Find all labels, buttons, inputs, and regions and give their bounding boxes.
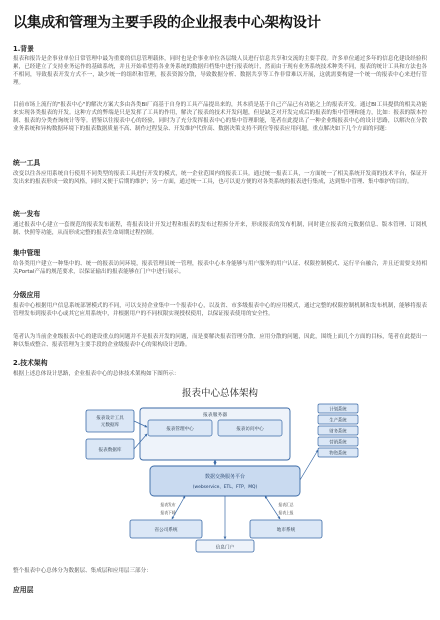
report-server-label: 报表服务器 [203, 413, 227, 418]
heading-unified-tool: 统一工具 [13, 159, 41, 167]
page-title: 以集成和管理为主要手段的企业报表中心架构设计 [13, 15, 321, 31]
paragraph-unified-tool: 改变以往各应用系统自行使用不同类型的报表工具进行开发的模式，统一企业范围内的报表工具。通过统一报表工具，一方面统一了相关系统开发商的技术平台，保证开发出来的报表形成一致的风格，同时又便于后期的维护；另一方面，通过统一工具，也可以更方便的对各类系统的报表进行集成，达到集中管理、集中维护的目的。 [13, 171, 427, 186]
architecture-diagram [0, 388, 440, 560]
feature-label-summary: 报表汇总 [278, 502, 294, 507]
section-architecture-heading: 2.技术架构 [13, 359, 48, 367]
paragraph-market: 目前市场上流行的"报表中心"的解决方案大多由各类BI厂商基于自身的工具产品提出来的，其本质是基于自己产品已有功能之上的报表开发。通过BI工具提供的相关功能来实现各类报表的开发。这种方式的弊端是只是发挥了工具的作用，解决了报表的技术开发问题，但是缺乏对开发完成后的报表的集中管理和能力，比如：报表的版本控制、报表的分类查询统计等等。借鉴以往报表中心的经验，同时为了充分发挥报表中心的集中管理职能，笔者在此提出了一种企业级报表中心的设计思路，以解决在分散业务系统和异构数据环境下的报表数据质量不高、制作过程复杂、开发维护代价高、数据决策支持不到位等报表应用问题，重点解决如下几个方面的问题： [13, 102, 427, 133]
right-system-label: 财务系统 [329, 429, 347, 435]
data-exchange-protocols: (webservice、ETL、FTP、MQ) [192, 485, 258, 490]
diagram-title: 报表中心总体架构 [181, 388, 259, 399]
design-tool-label: 报表设计工具 [96, 416, 124, 421]
heading-application-layer: 应用层 [13, 586, 34, 594]
arrow-bus-to-province [172, 496, 185, 519]
section-background-heading: 1.背景 [13, 45, 34, 53]
city-system-label: 地市系统 [276, 528, 296, 533]
heading-unified-publish: 统一发布 [13, 210, 41, 218]
arrow-bus-to-systems [300, 450, 318, 480]
feature-label-download: 报表下载 [160, 510, 176, 515]
right-system-label: 营销系统 [329, 440, 347, 446]
paragraph-layers: 整个报表中心总体分为数据层、集成层和应用层三部分： [13, 568, 152, 574]
access-center-label: 报表访问中心 [236, 427, 264, 432]
right-system-label: 生产系统 [329, 418, 347, 424]
paragraph-intro: 报表和报告是企事业单位日常管理中最为重要的信息管理载体，同时也是企事业单位各层级人员进行信息共享和交流的主要手段。许多单位通过多年的信息化建设经验积累，已经建立了支持业务运作的基础系统，并且开始希望将各业务系统的数据归档集中进行报表统计，然而由于现有业务系统技术种类不同，报表的统计工具和方法也各不相同，导致报表开发方式不一，缺少统一的组织和管理，报表资源分散，导致数据分析、数据共享等工作非常难以开展，这就需要构建一个统一的报表中心来进行管理。 [13, 56, 427, 87]
paragraph-architecture-intro: 根据上述总体设计思路，企业报表中心的总体技术架构如下图所示： [13, 371, 180, 377]
right-system-label: 物资系统 [329, 451, 347, 457]
heading-central-management: 集中管理 [13, 249, 41, 257]
right-system-label: 计划系统 [329, 407, 347, 413]
paragraph-central-management: 给各类用户建立一种集中的、统一的报表访问环境，报表管理员统一管理，报表中心本身能够与用户服务的用户认证、权限控制模式、运行平台融合，并且还需要支持相关Portal产品的规范要求，以保证输出的报表能够在门户中进行展示。 [13, 261, 427, 276]
design-tool-box [86, 410, 134, 432]
province-system-label: 省公司系统 [154, 528, 178, 533]
arrow-bus-to-city [265, 496, 280, 519]
info-portal-label: 信息门户 [215, 545, 235, 551]
report-db-label: 报表数据库 [98, 448, 122, 453]
paragraph-unified-publish: 通过报表中心建立一套规范的报表发布流程，将报表设计开发过程和报表的发布过程拆分开来，形成报表的发布机制，同时建立报表的元数据信息、版本管理、订阅机制、快照等功能，从而形成完整的报表生命周期过程控制。 [13, 222, 427, 237]
metadata-db-label: 元数据库 [100, 423, 120, 428]
management-center-label: 报表管理中心 [166, 427, 194, 432]
paragraph-tiered-application: 报表中心根据用户信息系统部署模式的不同，可以支持企业集中一个报表中心，以及省、市多级报表中心的应用模式，通过完整的权限控制机制和发布机制，能够将报表管理发布到报表中心或其它应用系统中，并根据用户的不同权限实现授权使用，以保证报表使用的安全性。 [13, 303, 427, 318]
data-exchange-platform [150, 466, 300, 496]
heading-tiered-application: 分级应用 [13, 291, 41, 299]
data-exchange-title: 数据交换服务平台 [204, 474, 246, 480]
right-system-list [318, 404, 358, 457]
feature-label-publish: 报表发布 [160, 502, 176, 507]
paragraph-conclusion: 笔者认为当前企业级报表中心的建设重点的问题并不是报表开发的问题，而是要解决报表管理分散、应用分散的问题，因此，围绕上面几个方面的目标，笔者在此提出一种以集成整合、报表管理为主要手段的企业级报表中心的架构设计思路。 [13, 334, 427, 349]
feature-label-report: 报表上报 [278, 510, 294, 515]
